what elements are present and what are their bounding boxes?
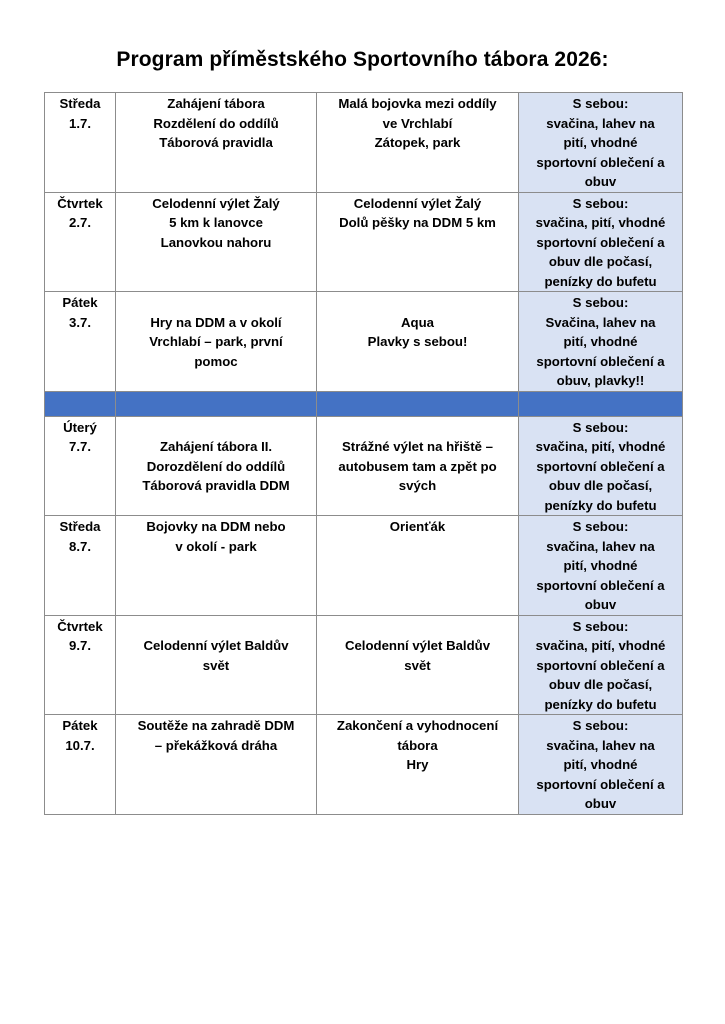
table-row — [45, 292, 683, 392]
bring-cell: S sebou: svačina, lahev na pití, vhodné sportovní oblečení a obuv — [519, 715, 683, 815]
afternoon-cell: Strážné výlet na hřiště – autobusem tam a zpět po svých — [317, 416, 519, 516]
day-cell: Středa 1.7. — [45, 93, 116, 193]
table-row — [45, 615, 683, 715]
separator-cell — [317, 391, 519, 416]
afternoon-cell: Zakončení a vyhodnocení tábora Hry — [317, 715, 519, 815]
morning-cell: Celodenní výlet Baldův svět — [116, 615, 317, 715]
day-cell: Úterý 7.7. — [45, 416, 116, 516]
table-row — [45, 516, 683, 616]
day-cell: Pátek 10.7. — [45, 715, 116, 815]
table-row — [45, 93, 683, 193]
separator-cell — [519, 391, 683, 416]
bring-cell: S sebou: Svačina, lahev na pití, vhodné sportovní oblečení a obuv, plavky!! — [519, 292, 683, 392]
bring-cell: S sebou: svačina, pití, vhodné sportovní oblečení a obuv dle počasí, penízky do bufetu — [519, 416, 683, 516]
table-row — [45, 416, 683, 516]
day-cell: Čtvrtek 9.7. — [45, 615, 116, 715]
day-cell: Čtvrtek 2.7. — [45, 192, 116, 292]
separator-cell — [116, 391, 317, 416]
program-table — [44, 92, 683, 815]
bring-cell: S sebou: svačina, lahev na pití, vhodné sportovní oblečení a obuv — [519, 93, 683, 193]
day-cell: Pátek 3.7. — [45, 292, 116, 392]
day-cell: Středa 8.7. — [45, 516, 116, 616]
morning-cell: Hry na DDM a v okolí Vrchlabí – park, první pomoc — [116, 292, 317, 392]
table-row — [45, 192, 683, 292]
separator-cell — [45, 391, 116, 416]
afternoon-cell: Orienťák — [317, 516, 519, 616]
morning-cell: Zahájení tábora II. Dorozdělení do oddílů Táborová pravidla DDM — [116, 416, 317, 516]
week-separator-row — [45, 391, 683, 416]
table-row — [45, 715, 683, 815]
bring-cell: S sebou: svačina, lahev na pití, vhodné sportovní oblečení a obuv — [519, 516, 683, 616]
bring-cell: S sebou: svačina, pití, vhodné sportovní oblečení a obuv dle počasí, penízky do bufetu — [519, 615, 683, 715]
morning-cell: Soutěže na zahradě DDM – překážková dráha — [116, 715, 317, 815]
bring-cell: S sebou: svačina, pití, vhodné sportovní oblečení a obuv dle počasí, penízky do bufetu — [519, 192, 683, 292]
document-title: Program příměstského Sportovního tábora 2026: — [116, 48, 609, 71]
afternoon-cell: Malá bojovka mezi oddíly ve Vrchlabí Zátopek, park — [317, 93, 519, 193]
morning-cell: Bojovky na DDM nebo v okolí - park — [116, 516, 317, 616]
afternoon-cell: Aqua Plavky s sebou! — [317, 292, 519, 392]
afternoon-cell: Celodenní výlet Žalý Dolů pěšky na DDM 5 km — [317, 192, 519, 292]
morning-cell: Zahájení tábora Rozdělení do oddílů Táborová pravidla — [116, 93, 317, 193]
morning-cell: Celodenní výlet Žalý 5 km k lanovce Lanovkou nahoru — [116, 192, 317, 292]
afternoon-cell: Celodenní výlet Baldův svět — [317, 615, 519, 715]
